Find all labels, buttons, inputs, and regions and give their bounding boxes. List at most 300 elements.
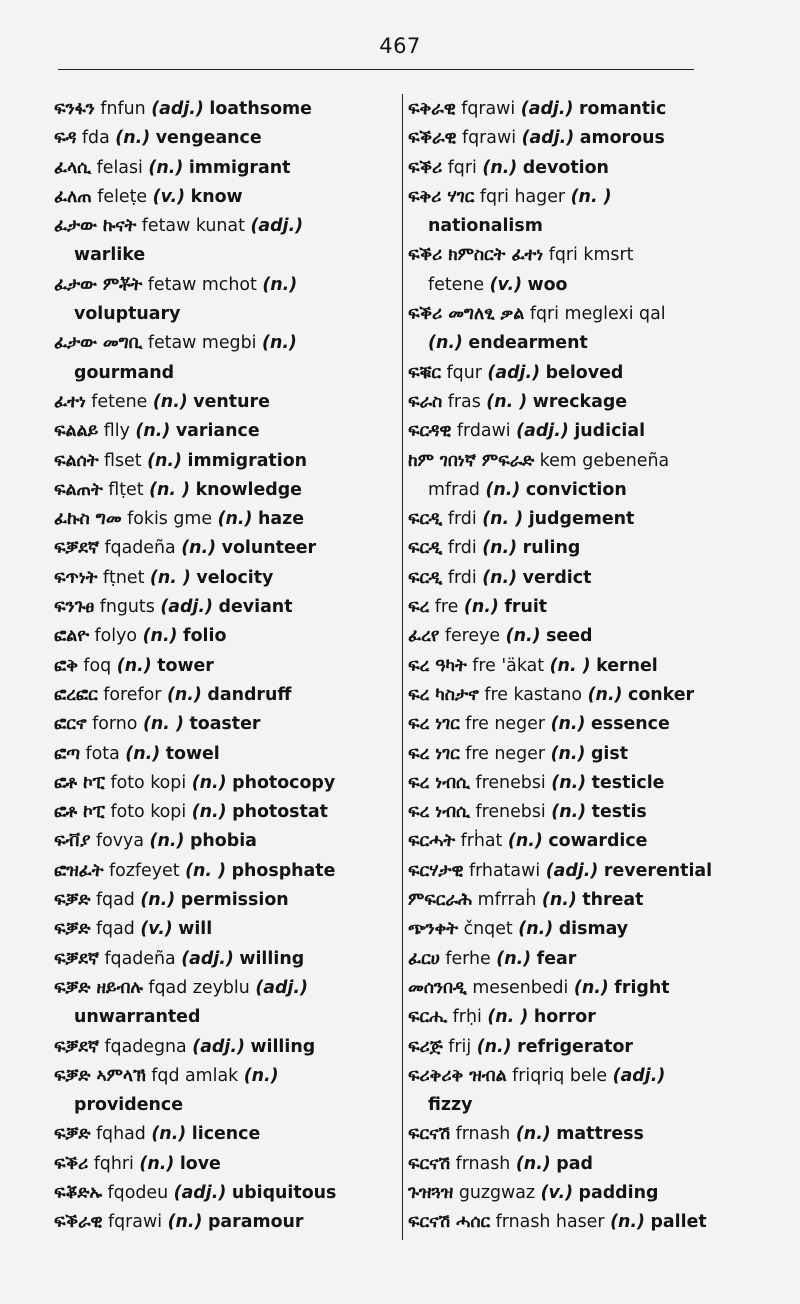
entry-transliteration: frnash haser bbox=[495, 1212, 605, 1233]
entry-headword: ፎቅ bbox=[54, 655, 78, 676]
entry-transliteration: flset bbox=[104, 450, 142, 471]
dictionary-entry bbox=[54, 505, 399, 534]
entry-headword: ምፍርራሕ bbox=[408, 890, 473, 911]
dictionary-entry bbox=[408, 388, 748, 417]
entry-part-of-speech: (n.) bbox=[463, 597, 499, 618]
dictionary-entry bbox=[54, 124, 399, 153]
entry-continuation bbox=[54, 241, 399, 270]
entry-part-of-speech: (adj.) bbox=[545, 860, 599, 881]
entry-headword: ፍልጠት bbox=[54, 479, 103, 500]
entry-definition: paramour bbox=[207, 1212, 304, 1233]
entry-transliteration: forno bbox=[92, 714, 138, 735]
entry-part-of-speech: (n. ) bbox=[570, 186, 612, 207]
entry-part-of-speech: (v.) bbox=[489, 274, 523, 295]
entry-definition: toaster bbox=[189, 714, 261, 735]
entry-definition: photostat bbox=[232, 802, 328, 823]
entry-definition: nationalism bbox=[428, 216, 543, 237]
entry-continuation bbox=[408, 476, 748, 505]
entry-definition: phobia bbox=[189, 831, 257, 852]
dictionary-entry bbox=[408, 241, 748, 300]
entry-headword: ፍቓደኛ bbox=[54, 1036, 99, 1057]
entry-transliteration: fokis gme bbox=[127, 509, 213, 530]
entry-part-of-speech: (n.) bbox=[496, 948, 532, 969]
entry-transliteration: fqadeña bbox=[104, 538, 176, 559]
entry-definition: conviction bbox=[525, 479, 627, 500]
entry-part-of-speech: (n.) bbox=[167, 1212, 203, 1233]
entry-definition: venture bbox=[193, 391, 270, 412]
dictionary-entry bbox=[408, 1033, 748, 1062]
entry-definition: horror bbox=[533, 1007, 596, 1028]
entry-continuation bbox=[54, 1003, 399, 1032]
entry-headword: ፍረ ነብሲ bbox=[408, 772, 470, 793]
entry-headword: ፍቕራዊ bbox=[54, 1212, 103, 1233]
entry-part-of-speech: (n.) bbox=[476, 1036, 512, 1057]
entry-part-of-speech: (n.) bbox=[482, 157, 518, 178]
entry-definition: phosphate bbox=[231, 860, 336, 881]
entry-definition: fear bbox=[536, 948, 577, 969]
entry-headword: ፎቶ ኮፒ bbox=[54, 772, 105, 793]
entry-part-of-speech: (n.) bbox=[515, 1124, 551, 1145]
entry-definition: licence bbox=[191, 1124, 261, 1145]
entry-definition: tower bbox=[157, 655, 214, 676]
entry-part-of-speech: (n.) bbox=[428, 333, 463, 354]
entry-part-of-speech: (adj.) bbox=[520, 99, 574, 119]
entry-definition: immigration bbox=[187, 450, 308, 471]
entry-definition: love bbox=[179, 1153, 221, 1174]
entry-definition: cowardice bbox=[548, 831, 648, 852]
entry-transliteration-continued: mfrad bbox=[428, 479, 480, 500]
entry-definition: folio bbox=[183, 626, 227, 647]
entry-transliteration: fetaw kunat bbox=[141, 216, 245, 237]
entry-headword: ፍርሃታዊ bbox=[408, 860, 464, 881]
entry-definition: threat bbox=[582, 890, 644, 911]
entry-headword: ፍርዲ bbox=[408, 538, 443, 559]
entry-definition: judgement bbox=[528, 509, 635, 530]
entry-part-of-speech: (n.) bbox=[550, 714, 586, 735]
entry-definition: towel bbox=[165, 743, 220, 764]
right-column bbox=[408, 95, 748, 1238]
entry-transliteration: mfrraḣ bbox=[477, 890, 537, 911]
entry-part-of-speech: (n. ) bbox=[549, 655, 591, 676]
entry-definition: judicial bbox=[574, 421, 646, 442]
entry-part-of-speech: (adj.) bbox=[487, 362, 541, 383]
entry-continuation bbox=[54, 359, 399, 388]
entry-headword: ፎልዮ bbox=[54, 626, 90, 647]
entry-definition: seed bbox=[546, 626, 593, 647]
entry-headword: ፍቓድ bbox=[54, 1124, 91, 1145]
entry-transliteration: fetene bbox=[91, 391, 148, 412]
entry-continuation bbox=[408, 329, 748, 358]
dictionary-entry bbox=[54, 681, 399, 710]
entry-headword: ፍቅራዊ bbox=[408, 99, 456, 119]
entry-headword: ፍዳ bbox=[54, 128, 77, 149]
entry-definition: amorous bbox=[579, 128, 665, 149]
entry-transliteration: fṭnet bbox=[102, 567, 145, 588]
entry-transliteration: fqodeu bbox=[107, 1182, 169, 1203]
entry-headword: ፍርዲ bbox=[408, 509, 443, 530]
dictionary-entry bbox=[54, 798, 399, 827]
entry-definition: fright bbox=[614, 977, 670, 998]
entry-transliteration: mesenbedi bbox=[472, 977, 569, 998]
entry-transliteration: fnfun bbox=[100, 99, 146, 119]
entry-transliteration: fereye bbox=[444, 626, 501, 647]
entry-transliteration: fqad bbox=[95, 890, 135, 911]
entry-definition: ruling bbox=[522, 538, 581, 559]
entry-part-of-speech: (n.) bbox=[135, 421, 171, 442]
entry-part-of-speech: (n. ) bbox=[149, 479, 191, 500]
entry-part-of-speech: (n.) bbox=[116, 655, 152, 676]
entry-definition: devotion bbox=[522, 157, 609, 178]
dictionary-entry bbox=[408, 124, 748, 153]
entry-headword: ፍረ ዓካት bbox=[408, 655, 467, 676]
dictionary-entry bbox=[408, 505, 748, 534]
dictionary-entry bbox=[54, 329, 399, 388]
dictionary-entry bbox=[54, 534, 399, 563]
entry-transliteration: fqhad bbox=[95, 1124, 146, 1145]
entry-continuation bbox=[408, 271, 748, 300]
entry-definition: haze bbox=[258, 509, 305, 530]
entry-definition: warlike bbox=[74, 245, 146, 266]
dictionary-entry bbox=[54, 1150, 399, 1179]
dictionary-entry bbox=[54, 271, 399, 330]
entry-part-of-speech: (n.) bbox=[191, 772, 227, 793]
entry-part-of-speech: (n.) bbox=[505, 626, 541, 647]
entry-part-of-speech: (v.) bbox=[152, 186, 186, 207]
entry-definition: will bbox=[178, 919, 213, 940]
dictionary-entry bbox=[408, 886, 748, 915]
dictionary-entry bbox=[408, 1150, 748, 1179]
entry-transliteration: flly bbox=[103, 421, 130, 442]
entry-transliteration-continued: fetene bbox=[428, 274, 485, 295]
entry-headword: ፍራስ bbox=[408, 391, 443, 412]
entry-headword: ፍቑር bbox=[408, 362, 441, 383]
dictionary-entry bbox=[54, 417, 399, 446]
entry-continuation bbox=[54, 300, 399, 329]
entry-headword: ፍቓደኛ bbox=[54, 538, 99, 559]
entry-transliteration: fre kastano bbox=[484, 684, 583, 705]
entry-headword: ፍቭያ bbox=[54, 831, 91, 852]
entry-transliteration: foq bbox=[83, 655, 112, 676]
entry-headword: ፍረ ነገር bbox=[408, 714, 460, 735]
entry-definition: ubiquitous bbox=[231, 1182, 337, 1203]
entry-transliteration: čnqet bbox=[463, 919, 513, 940]
entry-part-of-speech: (v.) bbox=[140, 919, 173, 940]
entry-part-of-speech: (adj.) bbox=[192, 1036, 245, 1057]
dictionary-entry bbox=[408, 974, 748, 1003]
entry-transliteration: folyo bbox=[94, 626, 138, 647]
entry-part-of-speech: (n.) bbox=[551, 772, 587, 793]
entry-transliteration: fda bbox=[81, 128, 110, 149]
entry-part-of-speech: (n.) bbox=[573, 977, 609, 998]
entry-definition: velocity bbox=[196, 567, 274, 588]
entry-transliteration: frnash bbox=[455, 1153, 511, 1174]
entry-part-of-speech: (n.) bbox=[485, 479, 521, 500]
entry-headword: ፍቕሪ bbox=[54, 1153, 89, 1174]
entry-headword: ፈታው ምቾት bbox=[54, 274, 143, 295]
entry-transliteration: fqur bbox=[446, 362, 482, 383]
entry-definition: wreckage bbox=[532, 391, 628, 412]
entry-headword: መሰንበዲ bbox=[408, 977, 467, 998]
entry-part-of-speech: (n. ) bbox=[482, 509, 524, 530]
entry-part-of-speech: (adj.) bbox=[521, 128, 575, 149]
entry-definition: gourmand bbox=[74, 362, 175, 383]
entry-headword: ፈታው ኩናት bbox=[54, 216, 137, 237]
dictionary-entry bbox=[408, 857, 748, 886]
entry-part-of-speech: (n.) bbox=[551, 802, 587, 823]
entry-transliteration: fota bbox=[85, 743, 120, 764]
entry-definition: volunteer bbox=[221, 538, 317, 559]
entry-headword: ፍርዲ bbox=[408, 567, 443, 588]
entry-definition: willing bbox=[239, 948, 305, 969]
dictionary-entry bbox=[408, 769, 748, 798]
dictionary-entry bbox=[408, 564, 748, 593]
dictionary-entry bbox=[54, 740, 399, 769]
entry-part-of-speech: (n.) bbox=[243, 1065, 279, 1086]
entry-definition: voluptuary bbox=[74, 304, 181, 325]
entry-transliteration: fre bbox=[434, 597, 459, 618]
entry-headword: ፍቓደኛ bbox=[54, 948, 99, 969]
entry-transliteration: ferhe bbox=[445, 948, 491, 969]
entry-part-of-speech: (n.) bbox=[151, 1124, 187, 1145]
dictionary-entry bbox=[54, 154, 399, 183]
entry-part-of-speech: (n.) bbox=[149, 831, 185, 852]
entry-part-of-speech: (n.) bbox=[152, 391, 188, 412]
entry-transliteration: fqad bbox=[95, 919, 135, 940]
dictionary-entry bbox=[54, 1033, 399, 1062]
entry-transliteration: frhatawi bbox=[468, 860, 541, 881]
entry-transliteration: foto kopi bbox=[110, 772, 187, 793]
entry-headword: ፍቓድ bbox=[54, 919, 91, 940]
dictionary-entry bbox=[408, 945, 748, 974]
entry-headword: ፈኩስ ግመ bbox=[54, 509, 122, 530]
entry-definition: reverential bbox=[603, 860, 713, 881]
entry-part-of-speech: (adj.) bbox=[160, 597, 213, 618]
entry-headword: ፈላሲ bbox=[54, 157, 92, 178]
dictionary-entry bbox=[54, 886, 399, 915]
entry-transliteration: frdi bbox=[447, 538, 477, 559]
entry-transliteration: feleṭe bbox=[97, 186, 148, 207]
entry-definition: dismay bbox=[558, 919, 629, 940]
dictionary-entry bbox=[54, 857, 399, 886]
entry-transliteration: fqri hager bbox=[479, 186, 566, 207]
entry-headword: ፍቓድ bbox=[54, 890, 91, 911]
dictionary-entry bbox=[408, 1120, 748, 1149]
entry-definition: fizzy bbox=[428, 1095, 473, 1116]
entry-definition: knowledge bbox=[195, 479, 302, 500]
entry-part-of-speech: (n.) bbox=[217, 509, 253, 530]
dictionary-entry bbox=[54, 447, 399, 476]
dictionary-entry bbox=[408, 447, 748, 506]
entry-definition: endearment bbox=[468, 333, 588, 354]
dictionary-entry bbox=[408, 1208, 748, 1237]
entry-part-of-speech: (n.) bbox=[550, 743, 586, 764]
entry-part-of-speech: (n.) bbox=[147, 450, 182, 471]
dictionary-entry bbox=[54, 915, 399, 944]
entry-headword: ፍቕራዊ bbox=[408, 128, 457, 149]
entry-continuation bbox=[408, 212, 748, 241]
dictionary-entry bbox=[54, 1179, 399, 1208]
entry-definition: deviant bbox=[218, 597, 293, 618]
entry-transliteration: fqrawi bbox=[461, 99, 516, 119]
entry-transliteration: fnguts bbox=[99, 597, 155, 618]
entry-headword: ፈረየ bbox=[408, 626, 440, 647]
entry-part-of-speech: (n.) bbox=[587, 684, 623, 705]
entry-part-of-speech: (adj.) bbox=[612, 1065, 666, 1086]
entry-headword: ፍቕሪ ክምስርት ፈተነ bbox=[408, 245, 544, 266]
entry-headword: ፍረ ነገር bbox=[408, 743, 460, 764]
entry-transliteration: fqrawi bbox=[462, 128, 517, 149]
entry-headword: ፎረፎር bbox=[54, 684, 98, 705]
entry-transliteration: fre neger bbox=[465, 714, 546, 735]
entry-transliteration: kem gebeneña bbox=[539, 450, 670, 471]
dictionary-entry bbox=[408, 827, 748, 856]
entry-headword: ፎርኖ bbox=[54, 714, 87, 735]
entry-headword: ፈለጠ bbox=[54, 186, 92, 207]
entry-part-of-speech: (adj.) bbox=[516, 421, 569, 442]
dictionary-entry bbox=[54, 710, 399, 739]
entry-transliteration: fqad zeyblu bbox=[148, 977, 250, 998]
dictionary-entry bbox=[408, 915, 748, 944]
entry-headword: ፍንፋን bbox=[54, 99, 95, 119]
entry-definition: know bbox=[190, 186, 243, 207]
entry-transliteration: fovya bbox=[96, 831, 145, 852]
entry-part-of-speech: (n.) bbox=[166, 684, 202, 705]
dictionary-entry bbox=[54, 622, 399, 651]
entry-definition: testicle bbox=[591, 772, 665, 793]
entry-part-of-speech: (n.) bbox=[541, 890, 577, 911]
entry-part-of-speech: (n.) bbox=[139, 1153, 175, 1174]
entry-transliteration: frḥi bbox=[452, 1007, 482, 1028]
entry-headword: ፍቓድ ዘይብሉ bbox=[54, 977, 143, 998]
entry-definition: fruit bbox=[504, 597, 548, 618]
entry-part-of-speech: (n.) bbox=[125, 743, 161, 764]
entry-headword: ፍሪቅሪቅ ዝብል bbox=[408, 1065, 507, 1086]
entry-headword: ፍረ ነብሲ bbox=[408, 802, 470, 823]
dictionary-entry bbox=[408, 710, 748, 739]
entry-part-of-speech: (adj.) bbox=[173, 1182, 227, 1203]
entry-part-of-speech: (adj.) bbox=[255, 977, 308, 998]
entry-transliteration: frdawi bbox=[456, 421, 511, 442]
column-divider bbox=[402, 94, 403, 1240]
entry-headword: ፍልልይ bbox=[54, 421, 99, 442]
entry-transliteration: fetaw megbi bbox=[147, 333, 257, 354]
entry-part-of-speech: (n.) bbox=[262, 274, 298, 295]
entry-part-of-speech: (n.) bbox=[518, 919, 554, 940]
entry-part-of-speech: (n.) bbox=[482, 567, 518, 588]
entry-headword: ፍርሒ bbox=[408, 1007, 448, 1028]
entry-headword: ፍቕሪ bbox=[408, 157, 443, 178]
entry-definition: photocopy bbox=[232, 772, 336, 793]
entry-definition: kernel bbox=[596, 655, 658, 676]
dictionary-entry bbox=[408, 1179, 748, 1208]
entry-transliteration: frij bbox=[448, 1036, 472, 1057]
entry-transliteration: foto kopi bbox=[110, 802, 187, 823]
dictionary-entry bbox=[54, 1062, 399, 1121]
entry-continuation bbox=[408, 1091, 748, 1120]
dictionary-entry bbox=[408, 652, 748, 681]
entry-transliteration: forefor bbox=[103, 684, 162, 705]
dictionary-entry bbox=[408, 593, 748, 622]
entry-part-of-speech: (n.) bbox=[507, 831, 543, 852]
entry-definition: variance bbox=[175, 421, 260, 442]
dictionary-entry bbox=[408, 154, 748, 183]
dictionary-entry bbox=[408, 300, 748, 359]
dictionary-entry bbox=[408, 95, 748, 124]
entry-transliteration: friqriq bele bbox=[512, 1065, 608, 1086]
entry-part-of-speech: (n. ) bbox=[487, 1007, 529, 1028]
dictionary-entry bbox=[54, 476, 399, 505]
entry-transliteration: flṭet bbox=[108, 479, 144, 500]
entry-headword: ፍቕሪ መግለፂ ቃል bbox=[408, 304, 525, 325]
dictionary-entry bbox=[54, 945, 399, 974]
entry-transliteration: guzgwaz bbox=[458, 1182, 536, 1203]
entry-headword: ፍረ bbox=[408, 597, 430, 618]
entry-headword: ከም ገበነኛ ምፍራድ bbox=[408, 450, 535, 471]
entry-transliteration: fqrawi bbox=[108, 1212, 163, 1233]
dictionary-entry bbox=[408, 359, 748, 388]
entry-headword: ፎዝፈት bbox=[54, 860, 104, 881]
entry-headword: ፍረ ካስታኖ bbox=[408, 684, 479, 705]
entry-headword: ፍርዳዊ bbox=[408, 421, 452, 442]
dictionary-entry bbox=[54, 212, 399, 271]
entry-part-of-speech: (n.) bbox=[140, 890, 176, 911]
entry-transliteration: fqri meglexi qal bbox=[529, 304, 666, 325]
entry-transliteration: fqadeña bbox=[104, 948, 176, 969]
entry-transliteration: frenebsi bbox=[475, 772, 546, 793]
entry-headword: ፍርሓት bbox=[408, 831, 456, 852]
entry-definition: gist bbox=[590, 743, 629, 764]
entry-transliteration: fre neger bbox=[465, 743, 546, 764]
entry-part-of-speech: (adj.) bbox=[181, 948, 234, 969]
entry-transliteration: fqadegna bbox=[104, 1036, 187, 1057]
entry-headword: ፍልሰት bbox=[54, 450, 99, 471]
entry-headword: ፍቓድ ኣምላኽ bbox=[54, 1065, 146, 1086]
entry-definition: dandruff bbox=[207, 684, 292, 705]
dictionary-entry bbox=[408, 1062, 748, 1121]
entry-headword: ጉዝጓዝ bbox=[408, 1182, 454, 1203]
entry-definition: immigrant bbox=[188, 157, 291, 178]
entry-transliteration: felasi bbox=[96, 157, 143, 178]
entry-transliteration: fozfeyet bbox=[109, 860, 180, 881]
entry-part-of-speech: (n.) bbox=[148, 157, 184, 178]
entry-transliteration: fre 'äkat bbox=[472, 655, 545, 676]
dictionary-entry bbox=[54, 183, 399, 212]
entry-headword: ፍንጉፀ bbox=[54, 597, 95, 618]
dictionary-entry bbox=[54, 95, 399, 124]
entry-part-of-speech: (v.) bbox=[540, 1182, 574, 1203]
entry-headword: ፍቖድኡ bbox=[54, 1182, 102, 1203]
entry-definition: conker bbox=[628, 684, 695, 705]
entry-definition: providence bbox=[74, 1095, 183, 1116]
entry-definition: refrigerator bbox=[517, 1036, 633, 1057]
entry-transliteration: fqd amlak bbox=[151, 1065, 239, 1086]
dictionary-entry bbox=[408, 534, 748, 563]
dictionary-entry bbox=[54, 827, 399, 856]
entry-part-of-speech: (n.) bbox=[191, 802, 227, 823]
entry-part-of-speech: (n.) bbox=[181, 538, 217, 559]
entry-definition: pad bbox=[556, 1153, 593, 1174]
entry-transliteration: fqri bbox=[447, 157, 477, 178]
entry-headword: ፎቶ ኮፒ bbox=[54, 802, 105, 823]
entry-headword: ፍርናሽ bbox=[408, 1124, 451, 1145]
entry-definition: woo bbox=[527, 274, 568, 295]
entry-headword: ጭንቀት bbox=[408, 919, 459, 940]
entry-transliteration: frḣat bbox=[460, 831, 503, 852]
entry-definition: willing bbox=[250, 1036, 316, 1057]
entry-part-of-speech: (n.) bbox=[610, 1212, 645, 1233]
dictionary-entry bbox=[408, 798, 748, 827]
entry-part-of-speech: (n.) bbox=[115, 128, 151, 149]
